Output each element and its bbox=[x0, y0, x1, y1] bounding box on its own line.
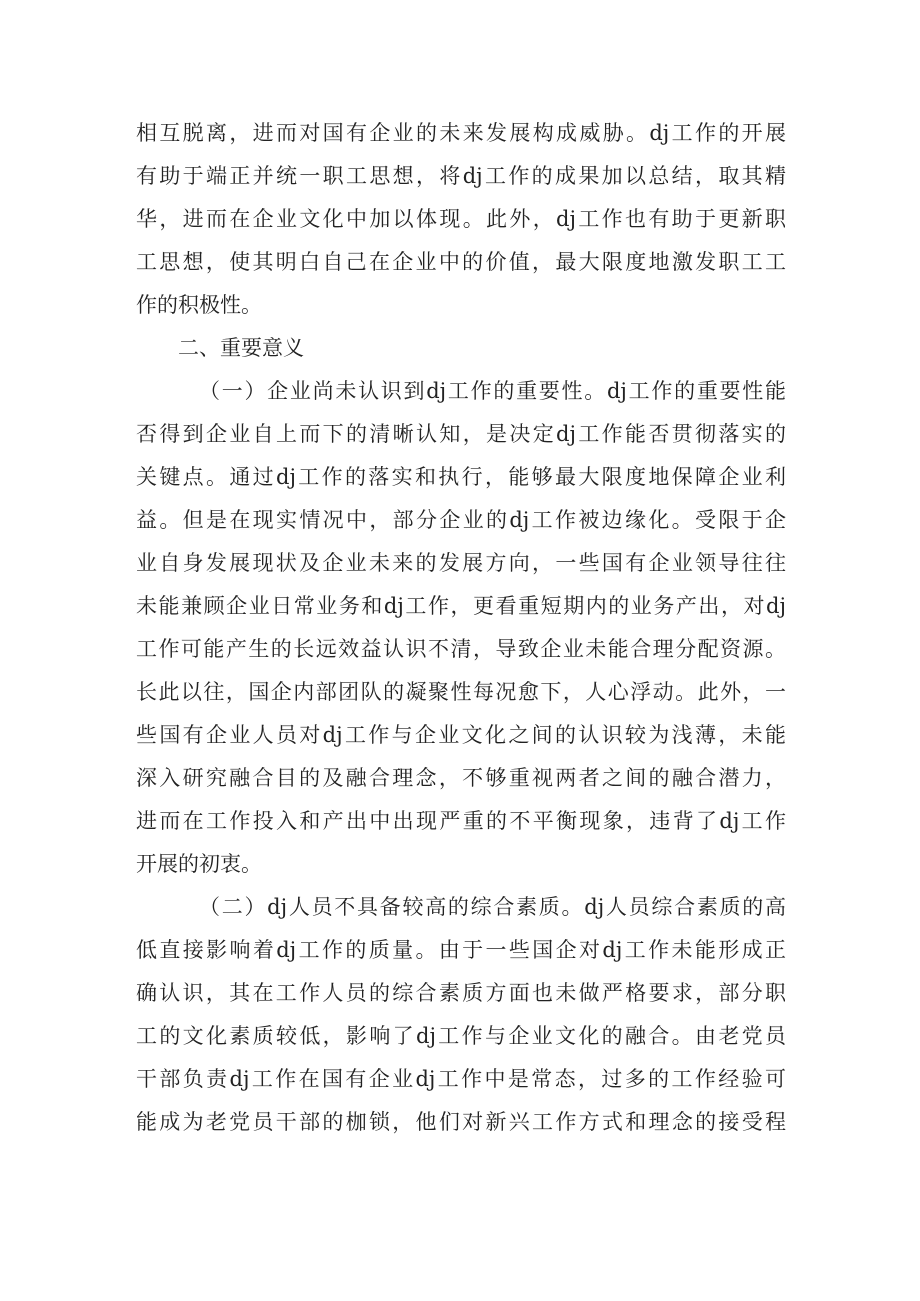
text-line: 华，进而在企业文化中加以体现。此外，dj工作也有助于更新职 bbox=[136, 207, 786, 231]
text-line: 低直接影响着dj工作的质量。由于一些国企对dj工作未能形成正 bbox=[136, 938, 786, 962]
paragraph-two bbox=[136, 886, 786, 1144]
text-line: 进而在工作投入和产出中出现严重的不平衡现象，违背了dj工作 bbox=[136, 809, 786, 833]
heading-text: 二、重要意义 bbox=[178, 336, 304, 360]
text-line: 未能兼顾企业日常业务和dj工作，更看重短期内的业务产出，对dj bbox=[136, 594, 786, 618]
text-line: 相互脱离，进而对国有企业的未来发展构成威胁。dj工作的开展 bbox=[136, 121, 786, 145]
text-line: 能成为老党员干部的枷锁，他们对新兴工作方式和理念的接受程 bbox=[136, 1110, 786, 1134]
document-page bbox=[136, 112, 786, 1144]
text-line: 否得到企业自上而下的清晰认知，是决定dj工作能否贯彻落实的 bbox=[136, 422, 786, 446]
text-line: 深入研究融合目的及融合理念，不够重视两者之间的融合潜力， bbox=[136, 766, 786, 790]
text-line: 业自身发展现状及企业未来的发展方向，一些国有企业领导往往 bbox=[136, 551, 786, 575]
text-line: 开展的初衷。 bbox=[136, 852, 262, 876]
text-line: 长此以往，国企内部团队的凝聚性每况愈下，人心浮动。此外，一 bbox=[136, 680, 786, 704]
section-heading bbox=[136, 327, 786, 370]
text-line: 有助于端正并统一职工思想，将dj工作的成果加以总结，取其精 bbox=[136, 164, 786, 188]
text-line: 关键点。通过dj工作的落实和执行，能够最大限度地保障企业利 bbox=[136, 465, 786, 489]
text-line: 些国有企业人员对dj工作与企业文化之间的认识较为浅薄，未能 bbox=[136, 723, 786, 747]
text-line: 工思想，使其明白自己在企业中的价值，最大限度地激发职工工 bbox=[136, 250, 786, 274]
text-line: （一）企业尚未认识到dj工作的重要性。dj工作的重要性能 bbox=[199, 379, 786, 403]
text-line: （二）dj人员不具备较高的综合素质。dj人员综合素质的高 bbox=[199, 895, 786, 919]
paragraph-one bbox=[136, 370, 786, 886]
text-line: 作的积极性。 bbox=[136, 293, 262, 317]
text-line: 工作可能产生的长远效益认识不清，导致企业未能合理分配资源。 bbox=[136, 637, 786, 661]
text-line: 工的文化素质较低，影响了dj工作与企业文化的融合。由老党员 bbox=[136, 1024, 786, 1048]
text-line: 确认识，其在工作人员的综合素质方面也未做严格要求，部分职 bbox=[136, 981, 786, 1005]
paragraph-continuation bbox=[136, 112, 786, 327]
text-line: 干部负责dj工作在国有企业dj工作中是常态，过多的工作经验可 bbox=[136, 1067, 786, 1091]
text-line: 益。但是在现实情况中，部分企业的dj工作被边缘化。受限于企 bbox=[136, 508, 786, 532]
